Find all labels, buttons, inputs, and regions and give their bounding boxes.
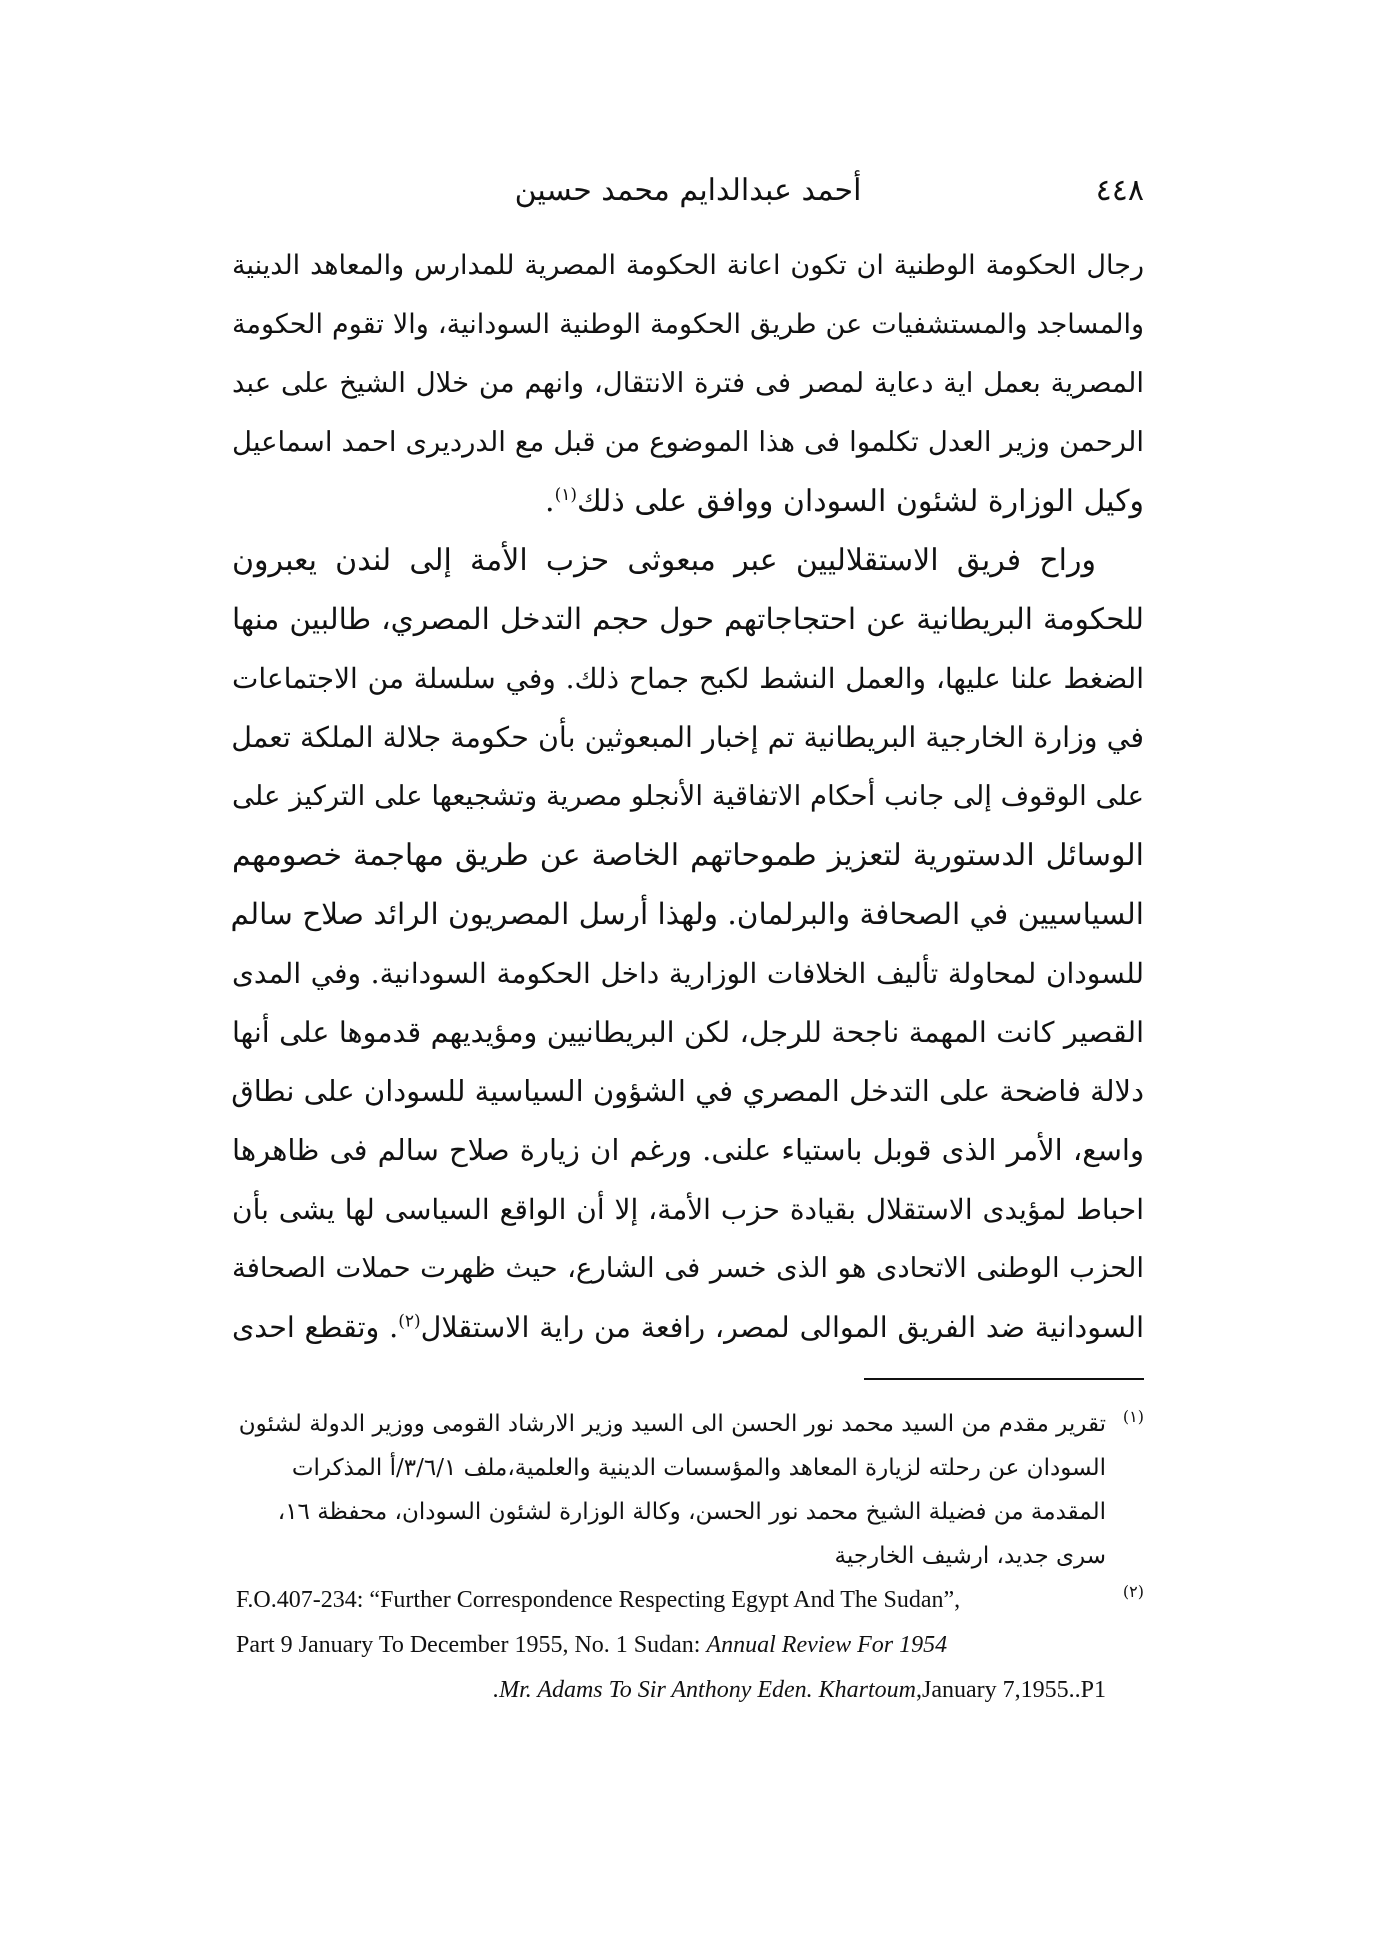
body-line: في وزارة الخارجية البريطانية تم إخبار المبعوثين بأن حكومة جلالة الملكة تعمل <box>231 721 1144 754</box>
footnote-1-line <box>232 1402 1144 1446</box>
footnote-reference-1[interactable]: (١) <box>554 485 577 505</box>
body-line: الحزب الوطنى الاتحادى هو الذى خسر فى الشارع، حيث ظهرت حملات الصحافة <box>232 1252 1144 1284</box>
body-line: القصير كانت المهمة ناجحة للرجل، لكن البريطانيين ومؤيديهم قدموها على أنها <box>232 1016 1144 1049</box>
body-line: للسودان لمحاولة تأليف الخلافات الوزارية داخل الحكومة السودانية. وفي المدى <box>232 957 1144 990</box>
footnote-1-line: المقدمة من فضيلة الشيخ محمد نور الحسن، وكالة الوزارة لشئون السودان، محفظة ١٦، <box>277 1499 1106 1525</box>
body-text <box>232 236 1144 1357</box>
footnote-reference-2[interactable]: (٢) <box>398 1311 421 1332</box>
body-line: والمساجد والمستشفيات عن طريق الحكومة الوطنية السودانية، والا تقوم الحكومة <box>232 309 1144 340</box>
footnote-1-line: سرى جديد، ارشيف الخارجية <box>834 1543 1106 1569</box>
body-line: السياسيين في الصحافة والبرلمان. ولهذا أرسل المصريون الرائد صلاح سالم <box>230 897 1144 931</box>
footnote-2-line <box>232 1668 1144 1713</box>
footnotes <box>232 1402 1144 1713</box>
footnote-2-text: F.O.407-234: “Further Correspondence Respecting Egypt And The Sudan”, <box>236 1587 961 1613</box>
footnote-separator <box>864 1378 1144 1380</box>
body-line: الوسائل الدستورية لتعزيز طموحاتهم الخاصة عن طريق مهاجمة خصومهم <box>232 838 1144 873</box>
body-line: وراح فريق الاستقلاليين عبر مبعوثى حزب الأمة إلى لندن يعبرون <box>232 543 1096 578</box>
body-line: على الوقوف إلى جانب أحكام الاتفاقية الأنجلو مصرية وتشجيعها على التركيز على <box>232 780 1144 812</box>
footnote-2-text: Part 9 January To December 1955, No. 1 Sudan: <box>236 1632 707 1658</box>
running-head-author: أحمد عبدالدايم محمد حسين <box>514 173 862 208</box>
body-line-tail: . وتقطع احدى <box>232 1311 399 1344</box>
footnote-1-line: السودان عن رحلته لزيارة المعاهد والمؤسسات الدينية والعلمية،ملف ٣/٦/١/أ المذكرات <box>291 1455 1106 1481</box>
footnote-2-italic-source: .Mr. Adams To Sir Anthony Eden. Khartoum <box>493 1677 917 1703</box>
page-header <box>232 168 1144 214</box>
body-line <box>232 1298 1144 1357</box>
body-line: واسع، الأمر الذى قوبل باستياء علنى. ورغم ان زيارة صلاح سالم فى ظاهرها <box>232 1133 1144 1167</box>
body-line <box>232 472 1144 531</box>
footnote-2-line <box>232 1623 1144 1668</box>
body-line-text: وكيل الوزارة لشئون السودان ووافق على ذلك <box>577 484 1144 519</box>
footnote-1-text: تقرير مقدم من السيد محمد نور الحسن الى السيد وزير الارشاد القومى ووزير الدولة لشئون <box>238 1411 1106 1437</box>
body-line: رجال الحكومة الوطنية ان تكون اعانة الحكومة المصرية للمدارس والمعاهد الدينية <box>232 250 1144 281</box>
footnote-2-date: ,January 7,1955..P1 <box>916 1677 1106 1703</box>
body-line: احباط لمؤيدى الاستقلال بقيادة حزب الأمة، إلا أن الواقع السياسى لها يشى بأن <box>232 1193 1144 1226</box>
sentence-end: . <box>545 484 555 519</box>
page-number: ٤٤٨ <box>1095 173 1144 208</box>
body-line: للحكومة البريطانية عن احتجاجاتهم حول حجم التدخل المصري، طالبين منها <box>232 602 1144 636</box>
footnote-2-line <box>232 1578 1144 1623</box>
footnote-2-number: (٢) <box>1122 1582 1144 1601</box>
body-line: دلالة فاضحة على التدخل المصري في الشؤون السياسية للسودان على نطاق <box>231 1074 1144 1108</box>
footnote-1-number: (١) <box>1122 1407 1144 1426</box>
body-line-text: السودانية ضد الفريق الموالى لمصر، رافعة من راية الاستقلال <box>420 1311 1145 1344</box>
footnote-2-italic-title: Annual Review For 1954 <box>706 1632 948 1658</box>
body-line: الضغط علنا عليها، والعمل النشط لكبح جماح ذلك. وفي سلسلة من الاجتماعات <box>232 662 1144 695</box>
body-line: المصرية بعمل اية دعاية لمصر فى فترة الانتقال، وانهم من خلال الشيخ على عبد <box>232 367 1144 399</box>
body-line: الرحمن وزير العدل تكلموا فى هذا الموضوع من قبل مع الدرديرى احمد اسماعيل <box>232 426 1144 458</box>
